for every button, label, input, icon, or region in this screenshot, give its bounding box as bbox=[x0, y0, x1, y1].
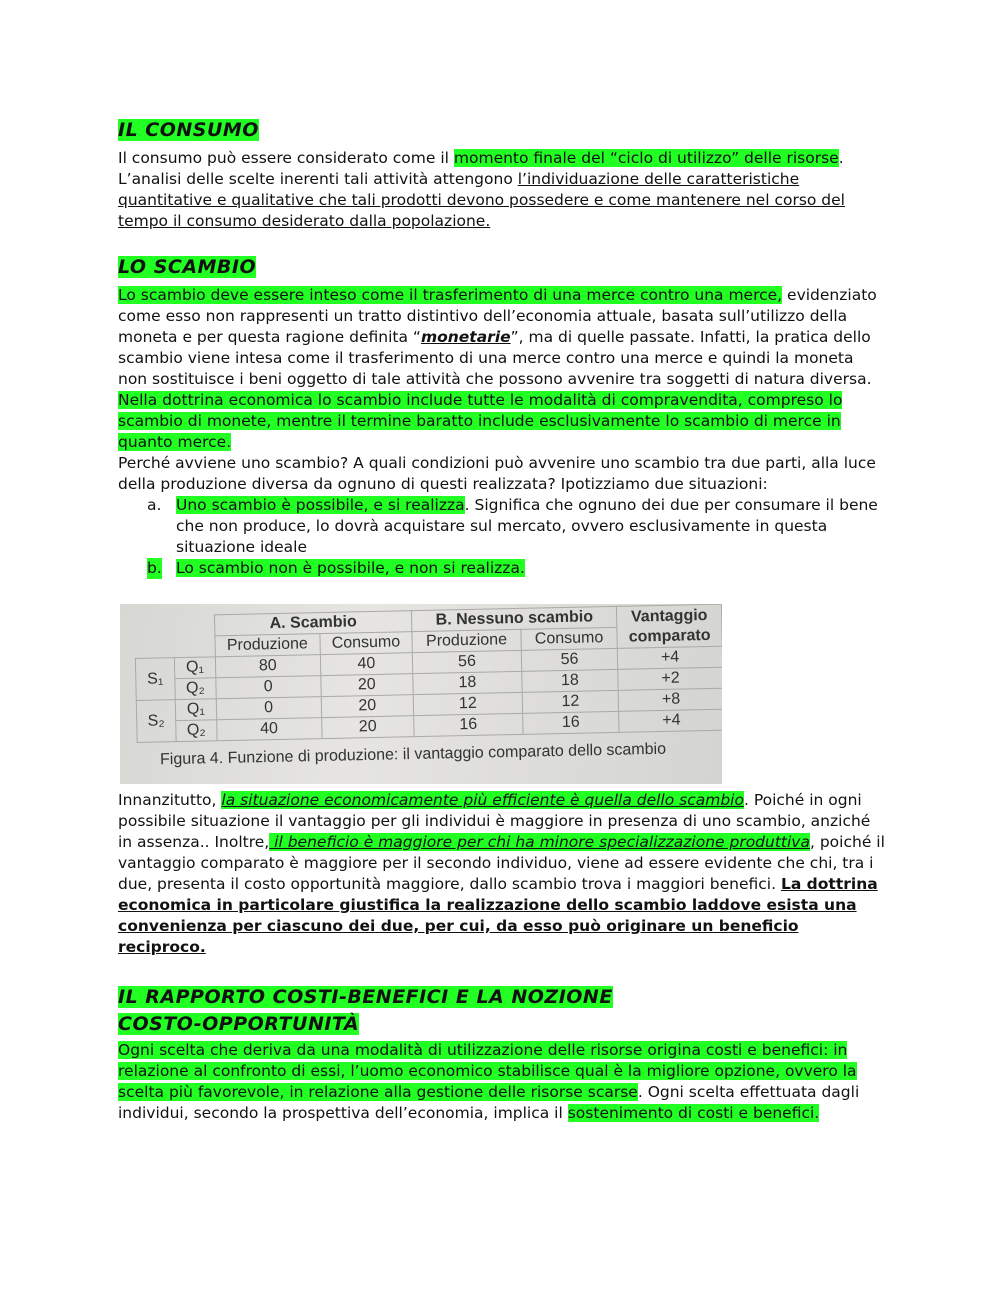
cell: 0 bbox=[216, 676, 321, 699]
row-label-s1: S₁ bbox=[135, 658, 175, 701]
row-label-q1: Q₁ bbox=[174, 657, 215, 679]
row-label-s2: S₂ bbox=[136, 700, 176, 743]
header-scambio: A. Scambio bbox=[214, 611, 412, 636]
paragraph-scambio-3: Innanzitutto, la situazione economicamente più efficiente è quella dello scambio. Poiché in ogni possibile situazione il vantaggio per gli individui è maggiore in presenza di uno scambio, anziché in assenza.. Inoltre, il beneficio è maggiore per chi ha minore specializzazione produttiva, poiché il vantaggio comparato è maggiore per il secondo individuo, viene ad essere evidente che chi, tra i due, presenta il costo opportunità maggiore, dallo scambio trova i maggiori benefici. La dottrina economica in particolare giustifica la realizzazione dello scambio laddove esista una convenienza per ciascuno dei due, per cui, da esso può originare un beneficio reciproco. bbox=[118, 791, 885, 956]
heading-scambio: LO SCAMBIO bbox=[118, 256, 257, 278]
cell: 16 bbox=[522, 711, 619, 734]
cell: 18 bbox=[521, 669, 618, 692]
list-item: b. Lo scambio non è possibile, e non si realizza. bbox=[147, 559, 525, 577]
section-scambio bbox=[118, 254, 886, 579]
row-label-q2: Q₂ bbox=[176, 720, 217, 742]
col-consumo-b: Consumo bbox=[521, 627, 618, 650]
cell: 56 bbox=[521, 648, 618, 671]
section-costi-benefici bbox=[118, 984, 886, 1124]
heading-costi-benefici: IL RAPPORTO COSTI-BENEFICI E LA NOZIONE COSTO-OPPORTUNITÀ bbox=[118, 986, 613, 1035]
cell: 20 bbox=[321, 716, 414, 739]
cell: 12 bbox=[522, 690, 619, 713]
paragraph-scambio-2: Perché avviene uno scambio? A quali condizioni può avvenire uno scambio tra due parti, alla luce della produzione diversa da ognuno di questi realizzata? Ipotizziamo due situazioni: bbox=[118, 454, 876, 493]
cell: 16 bbox=[414, 713, 523, 736]
cell: 80 bbox=[215, 655, 320, 678]
cell: 12 bbox=[413, 692, 522, 715]
col-produzione-a: Produzione bbox=[215, 634, 320, 657]
row-label-q1: Q₁ bbox=[175, 699, 216, 721]
header-nessuno-scambio: B. Nessuno scambio bbox=[412, 606, 618, 631]
row-label-q2: Q₂ bbox=[175, 678, 216, 700]
paragraph-consumo: Il consumo può essere considerato come il momento finale del “ciclo di utilizzo” delle risorse. L’analisi delle scelte inerenti tali attività attengono l’individuazione delle caratteristiche quantitative e qualitative che tali prodotti devono possedere e come mantenere nel corso del tempo il consumo desiderato dalla popolazione. bbox=[118, 149, 845, 230]
col-produzione-b: Produzione bbox=[412, 629, 521, 652]
figure-vantaggio-comparato bbox=[120, 604, 722, 784]
col-consumo-a: Consumo bbox=[319, 632, 412, 655]
paragraph-scambio-1: Lo scambio deve essere inteso come il trasferimento di una merce contro una merce, evidenziato come esso non rappresenti un tratto distintivo dell’economia attuale, basata sull’utilizzo della moneta e per questa ragione definita “monetarie”, ma di quelle passate. Infatti, la pratica dello scambio viene intesa come il trasferimento di una merce contro una merce e quindi la moneta non sostituisce i beni oggetto di tale attività che possono avvenire tra soggetti di natura diversa. Nella dottrina economica lo scambio include tutte le modalità di compravendita, compreso lo scambio di monete, mentre il termine baratto include esclusivamente lo scambio di merce in quanto merce. bbox=[118, 286, 877, 451]
list-item: a. Uno scambio è possibile, e si realizza. Significa che ognuno dei due per consumare il bene che non produce, lo dovrà acquistare sul mercato, ovvero esclusivamente in questa situazione ideale bbox=[147, 496, 878, 556]
situations-list bbox=[118, 495, 886, 579]
section-consumo bbox=[118, 117, 886, 232]
cell: 40 bbox=[320, 653, 413, 676]
paragraph-costi: Ogni scelta che deriva da una modalità di utilizzazione delle risorse origina costi e benefici: in relazione al confronto di essi, l’uomo economico stabilisce qual è la migliore opzione, ovvero la scelta più favorevole, in relazione alla gestione delle risorse scarse. Ogni scelta effettuata dagli individui, secondo la prospettiva dell’economia, implica il sostenimento di costi e benefici. bbox=[118, 1041, 860, 1122]
cell: +8 bbox=[618, 688, 722, 711]
cell: +4 bbox=[619, 709, 722, 732]
heading-consumo: IL CONSUMO bbox=[118, 119, 259, 141]
cell: 20 bbox=[320, 674, 413, 697]
cell: 56 bbox=[413, 650, 522, 673]
cell: +4 bbox=[618, 646, 722, 669]
section-scambio-conclusion bbox=[118, 790, 886, 958]
comparative-advantage-table bbox=[134, 604, 722, 743]
figure-caption: Figura 4. Funzione di produzione: il vantaggio comparato dello scambio bbox=[159, 740, 667, 769]
cell: 18 bbox=[413, 671, 522, 694]
cell: 20 bbox=[321, 695, 414, 718]
cell: +2 bbox=[618, 667, 722, 690]
cell: 0 bbox=[216, 697, 321, 720]
cell: 40 bbox=[217, 718, 322, 741]
header-vantaggio: Vantaggio comparato bbox=[617, 604, 722, 648]
